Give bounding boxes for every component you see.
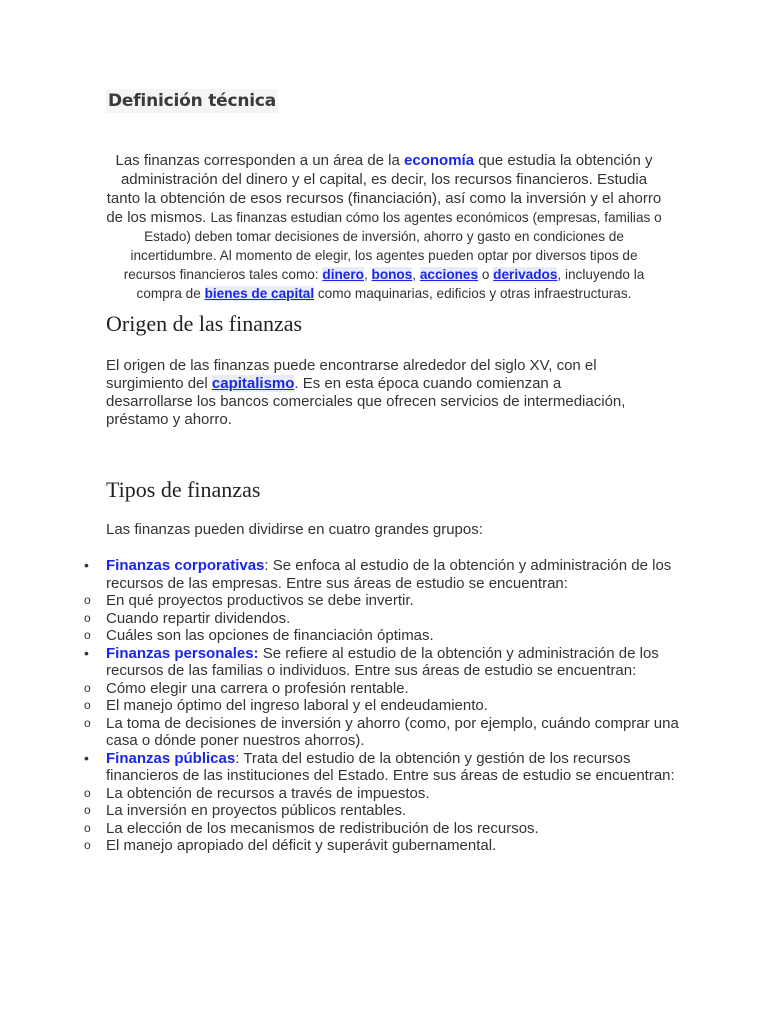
sub-item <box>80 802 680 820</box>
text-run: Las finanzas corresponden a un área de la <box>115 152 405 169</box>
sub-item-text: Cómo elegir una carrera o profesión rentable. <box>106 679 409 697</box>
link-capitalismo[interactable]: capitalismo <box>211 375 295 392</box>
link-bonos[interactable]: bonos <box>371 267 413 282</box>
link-acciones[interactable]: acciones <box>419 267 479 282</box>
section-title-origen: Origen de las finanzas <box>106 311 303 336</box>
item-text: : Se enfoca al estudio de la obtención y administración de los recursos de las empresas. Entre sus áreas de estudio se encuentran: <box>106 557 672 592</box>
tipos-intro: Las finanzas pueden dividirse en cuatro grandes grupos: <box>106 521 483 538</box>
circle-bullet-icon: o <box>84 698 91 712</box>
bullet-icon: • <box>84 644 89 661</box>
item-lead: Finanzas personales: <box>106 644 259 662</box>
circle-bullet-icon: o <box>84 785 91 800</box>
sub-item-text: El manejo apropiado del déficit y superávit gubernamental. <box>106 837 497 854</box>
text-run: , <box>363 267 372 282</box>
sub-item-text: La toma de decisiones de inversión y ahorro (como, por ejemplo, cuándo comprar una casa o dónde poner nuestros ahorros). <box>106 714 679 749</box>
bullet-icon: • <box>84 749 89 766</box>
text-run: como maquinarias, edificios y otras infraestructuras. <box>314 286 632 301</box>
circle-bullet-icon: o <box>84 838 91 852</box>
item-text: Se refiere al estudio de la obtención y administración de los recursos de las familias o individuos. Entre sus áreas de estudio se encuentran: <box>106 644 659 679</box>
circle-bullet-icon: o <box>84 803 91 817</box>
tipos-list <box>80 557 680 855</box>
section-title-tipos: Tipos de finanzas <box>106 477 261 502</box>
sub-item <box>80 697 680 715</box>
text-run: , incluyendo la compra de <box>136 267 645 301</box>
sub-item <box>80 820 680 838</box>
sub-item <box>80 837 680 855</box>
sub-item <box>80 785 680 803</box>
sub-item <box>80 610 680 628</box>
item-lead: Finanzas públicas <box>106 749 236 767</box>
circle-bullet-icon: o <box>84 820 91 835</box>
sub-item <box>80 627 680 645</box>
link-derivados[interactable]: derivados <box>493 267 558 282</box>
link-dinero[interactable]: dinero <box>322 267 364 282</box>
sub-item <box>80 592 680 610</box>
text-run: Las finanzas estudian cómo los agentes económicos (empresas, familias o Estado) deben tomar decisiones de inversión, ahorro y gasto en condiciones de incertidumbre. Al momento de elegir, los agentes pueden optar por diversos tipos de recursos financieros tales como: <box>123 210 662 282</box>
text-run: , <box>412 267 420 282</box>
definition-paragraph <box>104 151 664 303</box>
link-bienes-de-capital[interactable]: bienes de capital <box>204 286 315 301</box>
text-run: El origen de las finanzas puede encontrarse alrededor del siglo XV, con el surgimiento del <box>106 357 597 392</box>
circle-bullet-icon: o <box>84 628 91 642</box>
text-run: que estudia la obtención y administración del dinero y el capital, es decir, los recursos financieros. Estudia tanto la obtención de esos recursos (financiación), así como la inversión y el ahorro de los mismos. <box>106 152 662 226</box>
circle-bullet-icon: o <box>84 680 91 695</box>
sub-item-text: La elección de los mecanismos de redistribución de los recursos. <box>106 819 539 837</box>
item-lead: Finanzas corporativas <box>106 557 265 574</box>
circle-bullet-icon: o <box>84 715 91 730</box>
sub-item <box>80 715 680 750</box>
text-run: o <box>478 267 494 282</box>
sub-item-text: La inversión en proyectos públicos rentables. <box>106 802 407 819</box>
sub-item-text: Cuáles son las opciones de financiación óptimas. <box>106 627 434 644</box>
link-economia[interactable]: economía <box>404 152 475 169</box>
sub-item-text: En qué proyectos productivos se debe invertir. <box>106 592 414 609</box>
text-run: . Es en esta época cuando comienzan a desarrollarse los bancos comerciales que ofrecen servicios de intermediación, préstamo y ahorro. <box>106 375 626 428</box>
list-item-personales <box>80 645 680 680</box>
section-title-definicion: Definición técnica <box>108 91 277 111</box>
circle-bullet-icon: o <box>84 593 91 607</box>
sub-item <box>80 680 680 698</box>
list-item-corporativas <box>80 557 680 592</box>
item-text: : Trata del estudio de la obtención y gestión de los recursos financieros de las instituciones del Estado. Entre sus áreas de estudio se encuentran: <box>106 749 675 784</box>
circle-bullet-icon: o <box>84 610 91 625</box>
list-item-publicas <box>80 750 680 785</box>
bullet-icon: • <box>84 557 89 573</box>
sub-item-text: La obtención de recursos a través de impuestos. <box>106 784 430 802</box>
origen-paragraph <box>106 357 646 429</box>
sub-item-text: Cuando repartir dividendos. <box>106 609 291 627</box>
sub-item-text: El manejo óptimo del ingreso laboral y el endeudamiento. <box>106 697 488 714</box>
